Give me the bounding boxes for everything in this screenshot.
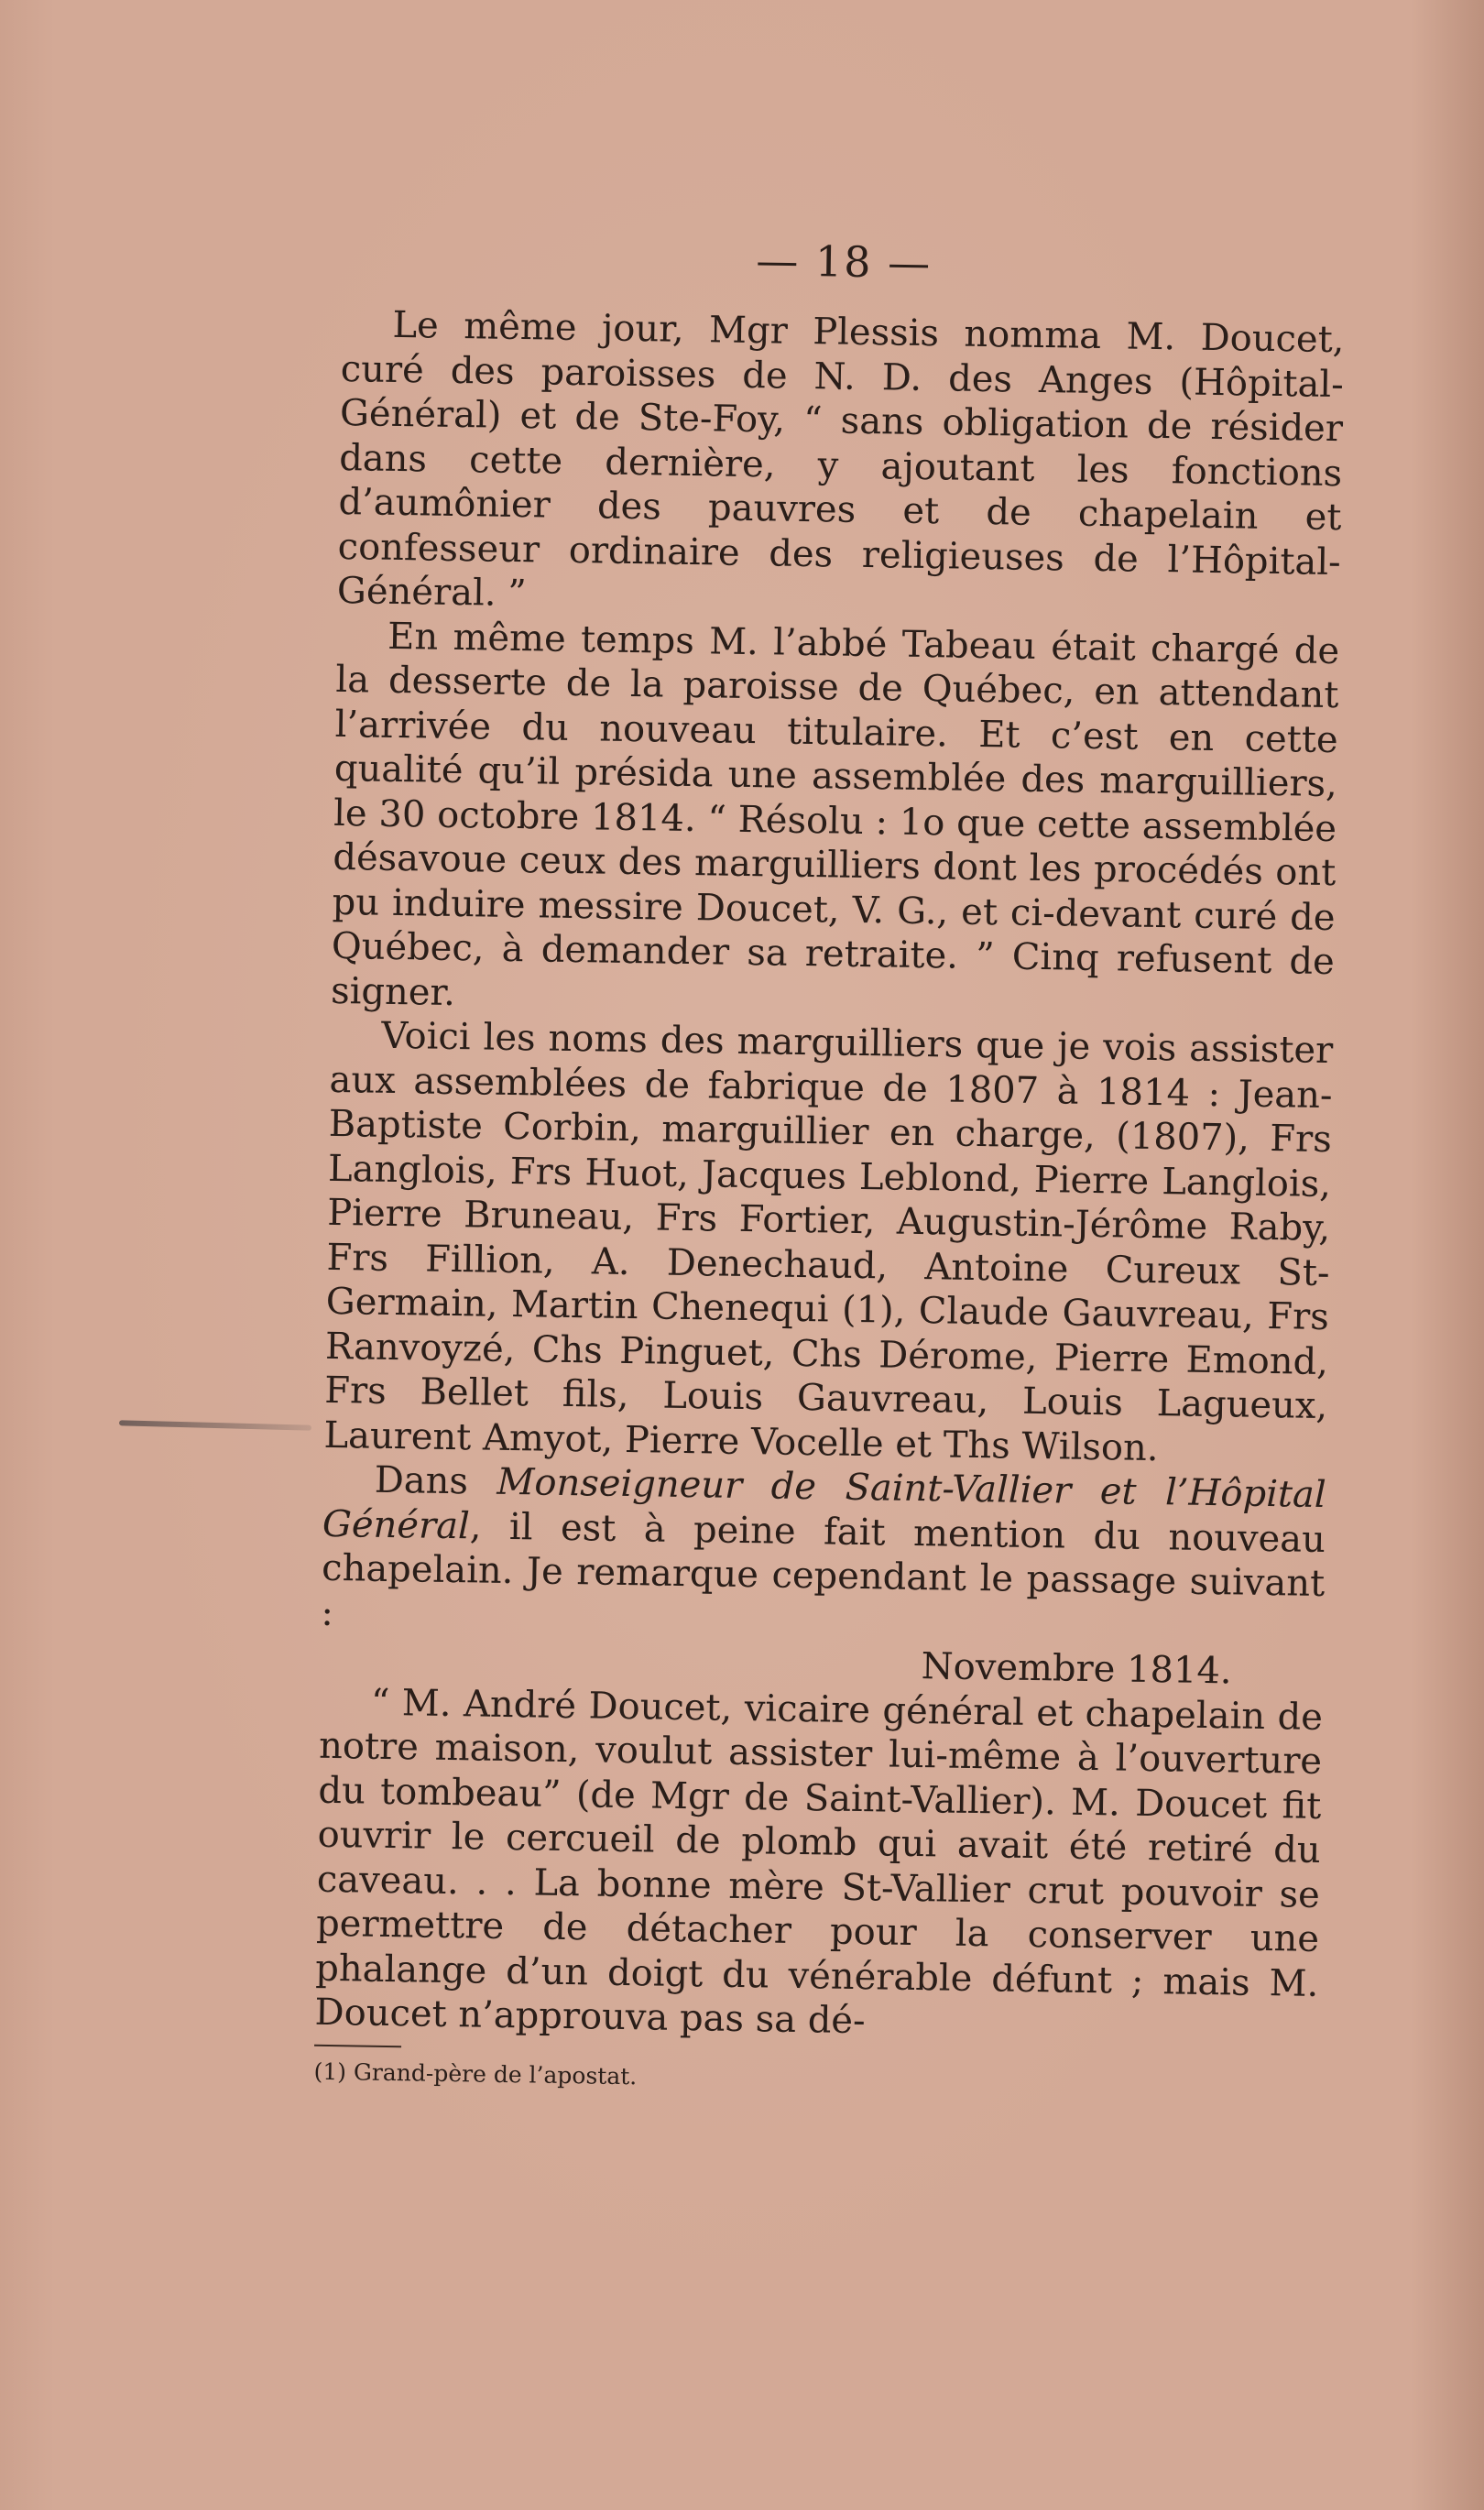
- text-block: [313, 183, 1346, 2101]
- footnote-rule: [314, 2044, 401, 2046]
- paragraph-2: En même temps M. l’abbé Tabeau était chargé de la desserte de la paroisse de Québec, en attendant l’arrivée du nouveau titulaire. Et c’est en cette qualité qu’il présida une assemblée des marguilliers, le 30 octobre 1814. “ Résolu : 1o que cette assemblée désavoue ceux des marguilliers dont les procédés ont pu induire messire Doucet, V. G., et ci-devant curé de Québec, à demander sa retraite. ” Cinq refusent de signer.: [330, 615, 1340, 1014]
- date-line: Novembre 1814.: [921, 1645, 1232, 1693]
- margin-pencil-mark: [119, 1420, 311, 1430]
- book-title: Monseigneur de Saint-Vallier et l’Hôpital Général: [322, 1460, 1327, 1547]
- page-number: — 18 —: [755, 235, 933, 289]
- paragraph-4: [321, 1457, 1326, 1651]
- quotation-paragraph: “ M. André Doucet, vicaire général et chapelain de notre maison, voulut assister lui-même à l’ouverture du tombeau” (de Mgr de Saint-Vallier). M. Doucet fit ouvrir le cercueil de plomb qui avait été retiré du caveau. . . La bonne mère St-Vallier crut pouvoir se permettre de détacher pour la conserver une phalange d’un doigt du vénérable défunt ; mais M. Doucet n’approuva pas sa dé-: [314, 1681, 1324, 2043]
- paragraph-1: Le même jour, Mgr Plessis nomma M. Doucet, curé des paroisses de N. D. des Anges (Hôpital-Général) et de Ste-Foy, “ sans obligation de résider dans cette dernière, y ajoutant les fonctions d’aumônier des pauvres et de chapelain et confesseur ordinaire des religieuses de l’Hôpital-Général. ”: [336, 303, 1345, 616]
- paragraph-4-after: , il est à peine fait mention du nouveau chapelain. Je remarque cependant le passage suivant :: [321, 1504, 1326, 1634]
- paragraph-4-before: Dans: [374, 1458, 497, 1503]
- paragraph-3: Voici les noms des marguilliers que je vois assister aux assemblées de fabrique de 1807 à 1814 : Jean-Baptiste Corbin, marguillier en charge, (1807), Frs Langlois, Frs Huot, Jacques Leblond, Pierre Langlois, Pierre Bruneau, Frs Fortier, Augustin-Jérôme Raby, Frs Fillion, A. Denechaud, Antoine Cureux St-Germain, Martin Chenequi (1), Claude Gauvreau, Frs Ranvoyzé, Chs Pinguet, Chs Dérome, Pierre Emond, Frs Bellet fils, Louis Gauvreau, Louis Lagueux, Laurent Amyot, Pierre Vocelle et Ths Wilson.: [323, 1014, 1334, 1469]
- footnote: (1) Grand-père de l’apostat.: [313, 2057, 638, 2090]
